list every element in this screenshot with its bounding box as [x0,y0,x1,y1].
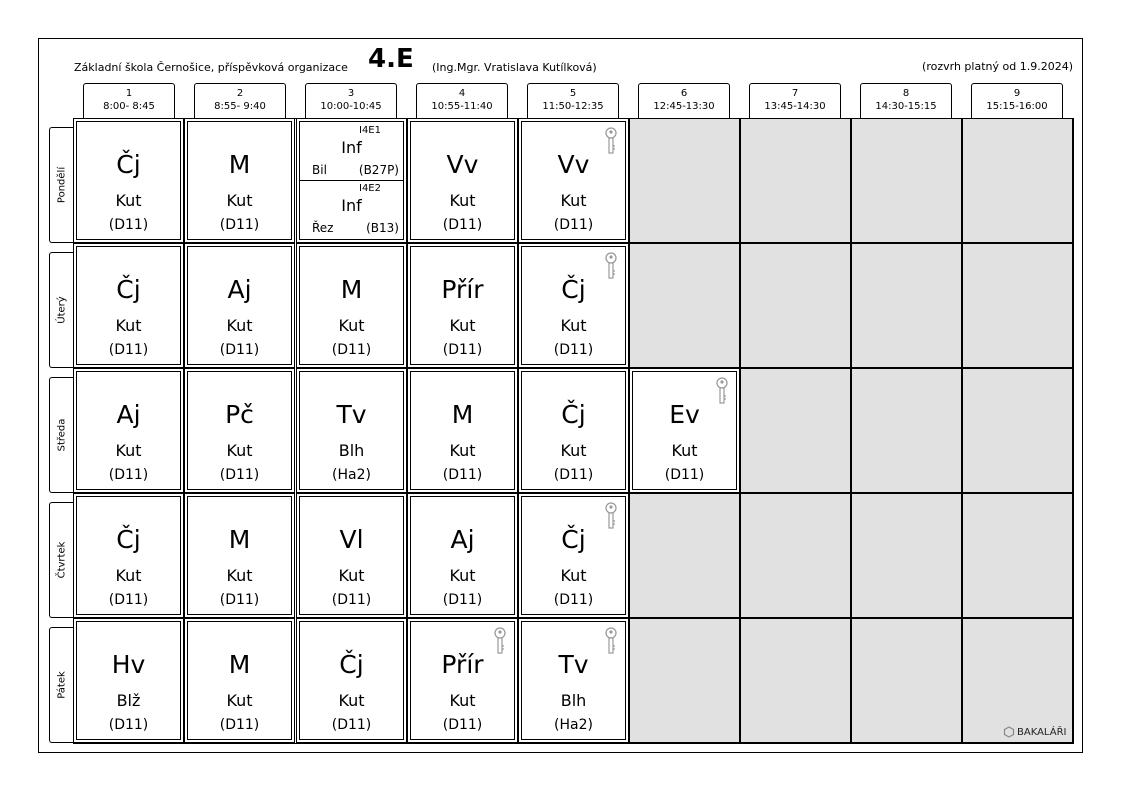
subject: Inf [341,196,362,215]
subject: M [451,400,474,429]
empty-slot [629,118,740,243]
empty-slot [851,493,962,618]
room: (D11) [108,217,149,233]
day-label [49,502,74,618]
lesson-cell[interactable] [407,118,518,243]
teacher: Blž [116,691,141,710]
teacher: Bil [312,163,327,177]
period-number: 8 [902,88,910,99]
room: (D11) [219,592,260,608]
subject: Čj [116,525,141,554]
period-number: 9 [1013,88,1021,99]
subject: Čj [339,650,364,679]
class-teacher: (Ing.Mgr. Vratislava Kutílková) [432,61,597,74]
room: (Ha2) [332,467,371,483]
lesson-box [521,621,626,740]
lesson-cell[interactable] [73,243,184,368]
teacher: Kut [560,441,587,460]
teacher: Kut [449,566,476,585]
period-number: 2 [236,88,244,99]
room: (D11) [442,467,483,483]
room: (D11) [442,717,483,733]
lesson-box [187,246,292,365]
empty-slot [740,118,851,243]
period-number: 3 [347,88,355,99]
school-name: Základní škola Černošice, příspěvková organizace [74,61,348,74]
empty-slot [962,618,1073,743]
empty-slot [851,618,962,743]
lesson-cell[interactable] [407,618,518,743]
room: (D11) [664,467,705,483]
lesson-group [300,180,403,238]
empty-slot [740,618,851,743]
teacher: Kut [338,691,365,710]
lesson-box [299,246,404,365]
teacher: Kut [338,316,365,335]
room: (D11) [331,717,372,733]
room: (B27P) [358,163,399,177]
key-icon [604,252,618,282]
lesson-cell[interactable] [296,243,407,368]
period-time: 10:55-11:40 [431,101,493,112]
subject: Inf [341,138,362,157]
room: (D11) [108,342,149,358]
period-header [638,83,730,118]
group-name: I4E2 [359,183,381,194]
room: (D11) [442,342,483,358]
empty-slot [740,243,851,368]
lesson-cell[interactable] [184,118,295,243]
day-name: Středa [56,418,68,452]
lesson-box [76,496,181,615]
key-icon [604,127,618,157]
lesson-cell[interactable] [518,243,629,368]
lesson-box [299,121,404,240]
lesson-cell[interactable] [629,368,740,493]
lesson-box [521,496,626,615]
teacher: Kut [338,566,365,585]
empty-slot [851,243,962,368]
period-header [305,83,397,118]
teacher: Kut [449,691,476,710]
empty-slot [962,368,1073,493]
period-number: 7 [791,88,799,99]
subject: Hv [111,650,146,679]
lesson-cell[interactable] [73,493,184,618]
bakalari-logo-icon [1003,726,1015,738]
period-number: 1 [125,88,133,99]
period-time: 12:45-13:30 [653,101,715,112]
lesson-group [300,122,403,181]
period-number: 4 [458,88,466,99]
teacher: Řez [312,221,334,235]
period-time: 13:45-14:30 [764,101,826,112]
subject: Aj [450,525,475,554]
period-time: 15:15-16:00 [986,101,1048,112]
room: (D11) [331,342,372,358]
empty-slot [629,493,740,618]
lesson-box [299,621,404,740]
lesson-cell[interactable] [73,118,184,243]
teacher: Blh [338,441,365,460]
lesson-cell[interactable] [184,618,295,743]
lesson-cell[interactable] [518,118,629,243]
lesson-box [410,496,515,615]
period-header [749,83,841,118]
subject: Tv [558,650,589,679]
room: (D11) [442,592,483,608]
subject: Čj [116,150,141,179]
subject: Vv [557,150,590,179]
lesson-box [410,371,515,490]
day-name: Pátek [56,671,68,699]
teacher: Kut [115,316,142,335]
subject: Aj [116,400,141,429]
subject: Vl [339,525,364,554]
key-icon [493,627,507,657]
empty-slot [740,368,851,493]
period-time: 11:50-12:35 [542,101,604,112]
lesson-cell[interactable] [407,493,518,618]
subject: M [228,650,251,679]
room: (B13) [366,221,399,235]
valid-from: (rozvrh platný od 1.9.2024) [922,60,1073,73]
period-header [416,83,508,118]
lesson-box [76,371,181,490]
lesson-box [521,121,626,240]
teacher: Kut [560,191,587,210]
subject: Ev [669,400,700,429]
day-label [49,377,74,493]
lesson-cell[interactable] [296,618,407,743]
lesson-cell[interactable] [518,618,629,743]
room: (D11) [553,592,594,608]
key-icon [715,377,729,407]
teacher: Kut [226,191,253,210]
lesson-cell[interactable] [73,618,184,743]
period-header [527,83,619,118]
period-time: 8:00- 8:45 [103,101,155,112]
lesson-box [187,621,292,740]
lesson-cell[interactable] [518,368,629,493]
lesson-cell[interactable] [296,118,407,243]
teacher: Kut [449,316,476,335]
lesson-cell[interactable] [184,243,295,368]
teacher: Kut [671,441,698,460]
period-header [194,83,286,118]
subject: Čj [116,275,141,304]
empty-slot [629,243,740,368]
subject: Čj [561,275,586,304]
key-icon [604,502,618,532]
key-icon [604,627,618,657]
day-name: Úterý [56,296,68,324]
lesson-cell[interactable] [73,368,184,493]
lesson-cell[interactable] [518,493,629,618]
teacher: Kut [115,566,142,585]
period-number: 5 [569,88,577,99]
room: (D11) [108,717,149,733]
teacher: Kut [226,566,253,585]
lesson-box [187,371,292,490]
lesson-box [187,496,292,615]
teacher: Kut [115,191,142,210]
teacher: Kut [226,316,253,335]
day-label [49,252,74,368]
subject: Přír [441,275,484,304]
subject: M [340,275,363,304]
day-label [49,627,74,743]
subject: Pč [225,400,254,429]
room: (D11) [108,592,149,608]
room: (D11) [331,592,372,608]
room: (D11) [553,467,594,483]
empty-slot [962,243,1073,368]
lesson-box [410,246,515,365]
lesson-cell[interactable] [407,368,518,493]
teacher: Blh [560,691,587,710]
period-header [83,83,175,118]
room: (D11) [219,717,260,733]
lesson-cell[interactable] [184,493,295,618]
lesson-box [299,371,404,490]
empty-slot [740,493,851,618]
lesson-box [521,246,626,365]
lesson-box [76,621,181,740]
lesson-box [410,121,515,240]
teacher: Kut [226,691,253,710]
room: (D11) [219,467,260,483]
brand-label: BAKALÁŘI [1017,727,1067,738]
empty-slot [962,493,1073,618]
day-label [49,127,74,243]
room: (D11) [108,467,149,483]
subject: M [228,150,251,179]
lesson-box [76,121,181,240]
lesson-cell[interactable] [296,493,407,618]
subject: Čj [561,400,586,429]
day-name: Pondělí [56,166,68,204]
period-header [860,83,952,118]
teacher: Kut [560,566,587,585]
teacher: Kut [226,441,253,460]
lesson-cell[interactable] [296,368,407,493]
period-time: 10:00-10:45 [320,101,382,112]
subject: Tv [336,400,367,429]
bakalari-brand [1003,726,1066,738]
room: (D11) [219,217,260,233]
lesson-box [76,246,181,365]
subject: Vv [446,150,479,179]
period-number: 6 [680,88,688,99]
room: (D11) [219,342,260,358]
subject: Aj [227,275,252,304]
empty-slot [962,118,1073,243]
teacher: Kut [115,441,142,460]
room: (D11) [553,342,594,358]
empty-slot [629,618,740,743]
lesson-box [299,496,404,615]
teacher: Kut [560,316,587,335]
room: (D11) [442,217,483,233]
subject: Přír [441,650,484,679]
room: (Ha2) [554,717,593,733]
lesson-box [187,121,292,240]
empty-slot [851,118,962,243]
empty-slot [851,368,962,493]
day-name: Čtvrtek [56,541,68,579]
group-name: I4E1 [359,125,381,136]
lesson-box [632,371,737,490]
lesson-box [410,621,515,740]
lesson-cell[interactable] [407,243,518,368]
lesson-cell[interactable] [184,368,295,493]
teacher: Kut [449,441,476,460]
period-time: 8:55- 9:40 [214,101,266,112]
subject: Čj [561,525,586,554]
period-header [971,83,1063,118]
teacher: Kut [449,191,476,210]
subject: M [228,525,251,554]
lesson-box [521,371,626,490]
room: (D11) [553,217,594,233]
period-time: 14:30-15:15 [875,101,937,112]
class-name: 4.E [368,44,414,74]
